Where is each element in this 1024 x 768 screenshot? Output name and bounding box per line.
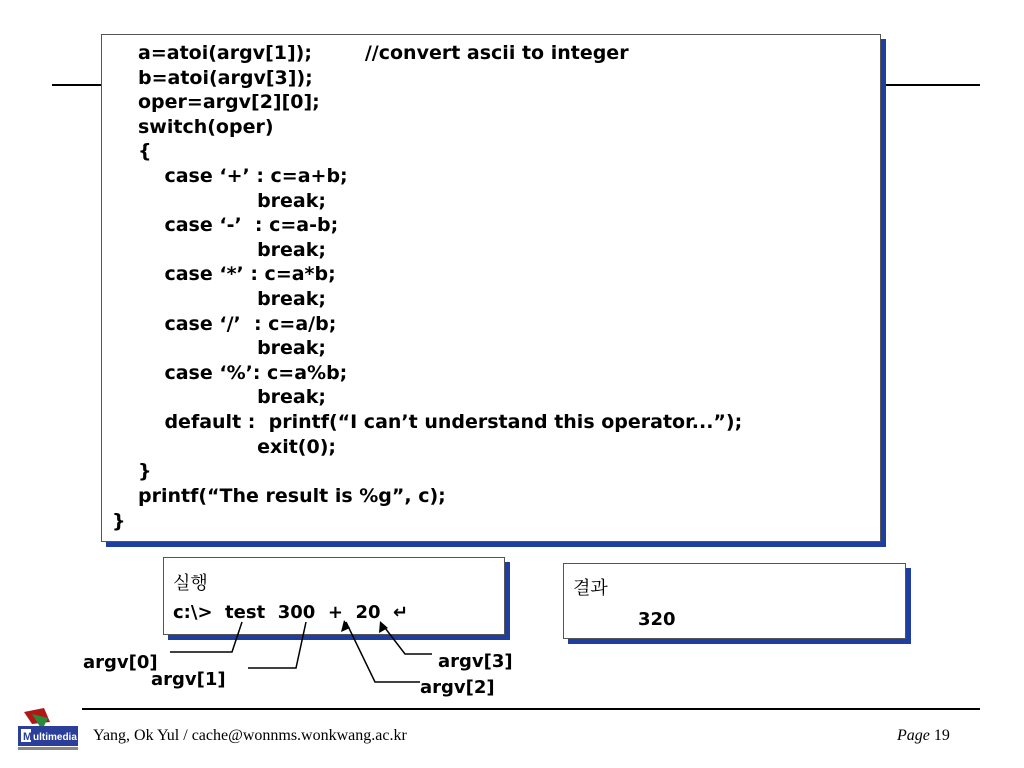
footer-author: Yang, Ok Yul / cache@wonnms.wonkwang.ac.kr [93, 727, 407, 744]
argv0-pointer [170, 622, 242, 652]
multimedia-logo [14, 708, 80, 752]
code-line: break; [138, 287, 326, 310]
code-line: oper=argv[2][0]; [138, 91, 320, 114]
code-line: break; [138, 189, 326, 212]
code-line: case ‘/’ : c=a/b; [138, 312, 337, 335]
result-value: 320 [638, 609, 676, 630]
footer-page-number: 19 [933, 727, 950, 744]
code-line: break; [138, 337, 326, 360]
footer-page [897, 727, 950, 745]
code-line: case ‘%’: c=a%b; [138, 361, 348, 384]
code-line: b=atoi(argv[3]); [138, 66, 313, 89]
code-line: case ‘+’ : c=a+b; [138, 164, 348, 187]
footer-divider [82, 708, 980, 710]
code-line: case ‘-’ : c=a-b; [138, 214, 339, 237]
result-box-title: 결과 [573, 578, 608, 599]
argv3-pointer [382, 624, 432, 654]
argv3-label: argv[3] [438, 651, 513, 672]
code-line: case ‘*’ : c=a*b; [138, 263, 336, 286]
svg-text:M: M [23, 731, 33, 743]
argv1-label: argv[1] [151, 669, 226, 690]
code-line: printf(“The result is %g”, c); [138, 484, 446, 507]
code-line: a=atoi(argv[1]); //convert ascii to integer [138, 42, 629, 64]
run-box-title: 실행 [173, 573, 208, 594]
argv2-pointer [346, 622, 420, 682]
code-line: exit(0); [138, 435, 336, 458]
code-line: default : printf(“I can’t understand this operator...”); [138, 410, 743, 433]
code-line: switch(oper) [138, 115, 274, 138]
code-line: } [138, 460, 152, 483]
argv2-label: argv[2] [420, 677, 495, 698]
footer-page-label: Page [897, 727, 930, 744]
code-line: break; [138, 386, 326, 409]
code-closing-brace: } [112, 510, 126, 532]
svg-text:ultimedia: ultimedia [33, 732, 77, 743]
code-line: { [138, 140, 152, 163]
run-command: c:\> test 300 + 20 ↵ [173, 602, 409, 623]
code-line: break; [138, 238, 326, 261]
argv1-pointer [248, 622, 306, 668]
argv0-label: argv[0] [83, 652, 158, 673]
